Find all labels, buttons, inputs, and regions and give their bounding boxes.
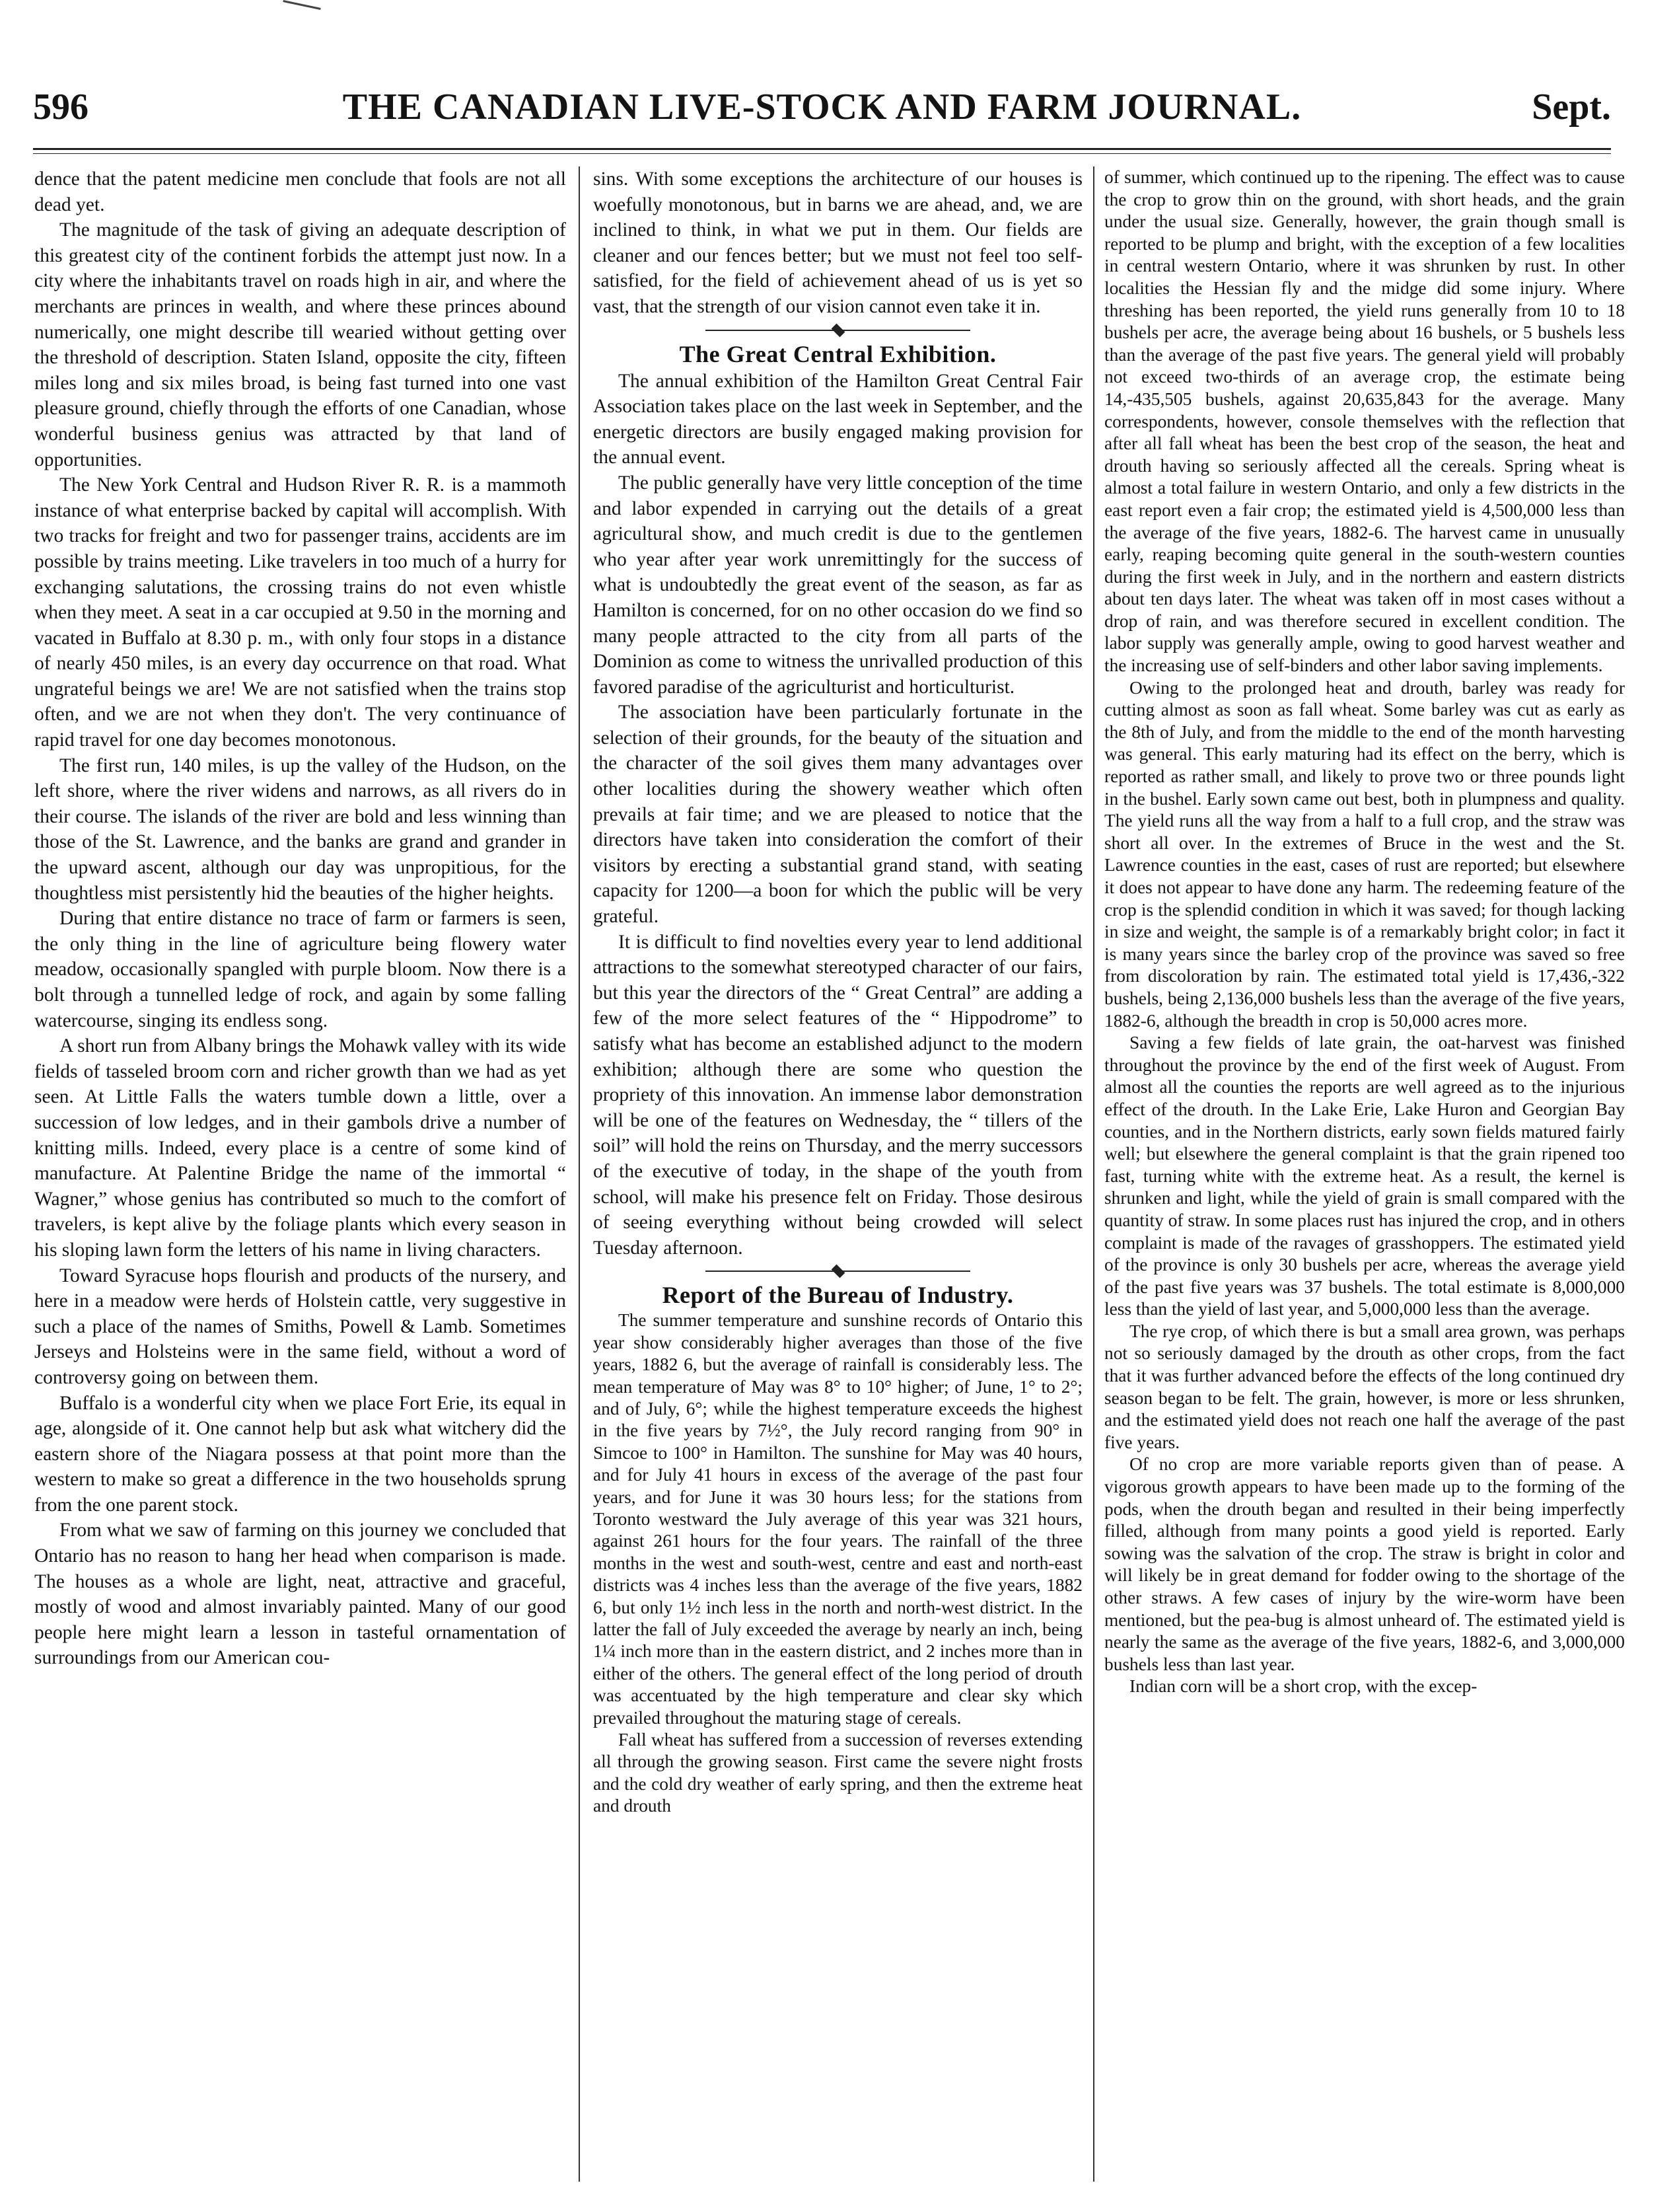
scan-mark xyxy=(283,0,320,10)
journal-title: THE CANADIAN LIVE-STOCK AND FARM JOURNAL. xyxy=(342,87,1302,128)
paragraph: A short run from Albany brings the Mohawk valley with its wide fields of tasseled broom corn and richer growth than we had as yet seen. At Little Falls the waters tumble down a little, over a succession of low ledges, and in their gambols drive a number of knitting mills. Indeed, every place is a centre of some kind of manufacture. At Palentine Bridge the name of the immortal “ Wagner,” whose genius has contributed so much to the comfort of travelers, is kept alive by the foliage plants which every season in his sloping lawn form the letters of his name in living characters. xyxy=(34,1035,566,1261)
paragraph: Toward Syracuse hops flourish and products of the nursery, and here in a meadow were herds of Holstein cattle, very suggestive in such a place of the names of Smiths, Powell & Lamb. Sometimes Jerseys and Holsteins were in the same field, without a word of controversy going on between them. xyxy=(34,1265,566,1388)
paragraph: Saving a few fields of late grain, the oat-harvest was finished throughout the province by the end of the first week of August. From almost all the counties the reports are well agreed as to the injurious effect of the drouth. In the Lake Erie, Lake Huron and Georgian Bay counties, and in the Northern districts, early sown fields matured fairly well; but elsewhere the general complaint is that the grain ripened too fast, turning white with the extreme heat. As a result, the kernel is shrunken and light, while the yield of grain is small compared with the quantity of straw. In some places rust has injured the crop, and in others complaint is made of the ravages of grasshoppers. The estimated yield of the province is only 30 bushels per acre, whereas the average yield of the past five years was 37 bushels. The total estimate is 8,000,000 less than the yield of last year, and 5,000,000 less than the average. xyxy=(1104,1033,1625,1319)
paragraph: dence that the patent medicine men conclude that fools are not all dead yet. xyxy=(34,168,566,215)
header-rule xyxy=(33,148,1611,150)
paragraph: Of no crop are more variable reports given than of pease. A vigorous growth appears to have been made up to the forming of the pods, when the drouth began and resulted in their being imperfectly filled, although from many points a good yield is reported. Early sowing was the salvation of the crop. The straw is bright in color and will likely be in great demand for fodder owing to the shortage of the other straws. A few cases of injury by the wire-worm have been mentioned, but the pea-bug is almost unheard of. The estimated yield is nearly the same as the average of the five years, 1882-6, and 3,000,000 bushels less than last year. xyxy=(1104,1454,1625,1674)
column-divider xyxy=(579,166,580,2182)
paragraph: of summer, which continued up to the ripening. The effect was to cause the crop to grow thin on the ground, with short heads, and the grain under the usual size. Generally, however, the grain though small is reported to be plump and bright, with the exception of a few localities in central western Ontario, where it was shrunken by rust. In other localities the Hessian fly and the midge did some injury. Where threshing has been reported, the yield runs generally from 10 to 18 bushels per acre, the average being about 16 bushels, or 5 bushels less than the average of the past five years. The general yield will probably not exceed two-thirds of an average crop, the estimate being 14,-435,505 bushels, against 20,635,843 for the average. Many correspondents, however, console themselves with the reflection that after all fall wheat has been the best crop of the season, the heat and drouth having so seriously affected all the cereals. Spring wheat is almost a total failure in western Ontario, and only a few districts in the east report even a fair crop; the estimated yield is 4,500,000 less than the average of the five years, 1882-6. The harvest came in unusually early, reaping becoming quite general in the south-western counties during the first week in July, and in the northern and eastern districts about ten days later. The wheat was taken off in most cases without a drop of rain, and was therefore secured in excellent condition. The labor supply was generally ample, owing to good harvest weather and the increasing use of self-binders and other labor saving implements. xyxy=(1104,167,1625,676)
paragraph: The magnitude of the task of giving an adequate description of this greatest city of the continent forbids the attempt just now. In a city where the inhabitants travel on roads high in air, and where the merchants are princes in wealth, and where these princes abound numerically, one might describe till wearied without getting over the threshold of description. Staten Island, opposite the city, fifteen miles long and six miles broad, is being fast turned into one vast pleasure ground, chiefly through the efforts of one Canadian, whose wonderful business genius was attracted by that land of opportunities. xyxy=(34,219,566,470)
column-divider xyxy=(1093,166,1094,2182)
header-rule-thin xyxy=(33,153,1611,154)
paragraph: From what we saw of farming on this journey we concluded that Ontario has no reason to hang her head when comparison is made. The houses as a whole are light, neat, attractive and graceful, mostly of wood and almost invariably painted. Many of our good people here might learn a lesson in tasteful ornamentation of surroundings from our American cou- xyxy=(34,1520,566,1669)
section-ornament xyxy=(593,1261,1083,1280)
paragraph: During that entire distance no trace of farm or farmers is seen, the only thing in the line of agriculture being flowery water meadow, occasionally spangled with purple bloom. Now there is a bolt through a tunnelled ledge of rock, and again by some falling watercourse, singing its endless song. xyxy=(34,908,566,1031)
paragraph: It is difficult to find novelties every year to lend additional attractions to the somewhat stereotyped character of our fairs, but this year the directors of the “ Great Central” are adding a few of the more select features of the “ Hippodrome” to satisfy what has become an established adjunct to the modern exhibition; although there are some who question the propriety of this innovation. An immense labor demonstration will be one of the features on Wednesday, the “ tillers of the soil” will hold the reins on Thursday, and the merry successors of the executive of today, in the shape of the youth from school, will make his presence felt on Friday. Those desirous of seeing everything without being crowded will select Tuesday afternoon. xyxy=(593,931,1083,1259)
section-ornament xyxy=(593,320,1083,340)
article-heading-exhibition: The Great Central Exhibition. xyxy=(679,340,997,367)
paragraph: The annual exhibition of the Hamilton Great Central Fair Association takes place on the last week in September, and the energetic directors are busily engaged making provision for the annual event. xyxy=(593,370,1083,468)
paragraph: Fall wheat has suffered from a succession of reverses extending all through the growing season. First came the severe night frosts and the cold dry weather of early spring, and then the extreme heat and drouth xyxy=(593,1730,1083,1816)
paragraph: The rye crop, of which there is but a small area grown, was perhaps not so seriously damaged by the drouth as other crops, from the fact that it was further advanced before the effects of the long continued dry season began to be felt. The grain, however, is more or less shrunken, and the estimated yield does not reach one half the average of the past five years. xyxy=(1104,1321,1625,1452)
paragraph: The association have been particularly fortunate in the selection of their grounds, for the beauty of the situation and the character of the soil gives them many advantages over other localities during the showery weather which often prevails at fair time; and we are pleased to notice that the directors have taken into consideration the comfort of their visitors by erecting a substantial grand stand, with seating capacity for 1200—a boon for which the public will be very grateful. xyxy=(593,702,1083,928)
paragraph: The New York Central and Hudson River R. R. is a mammoth instance of what enterprise backed by capital will accomplish. With two tracks for freight and two for passenger trains, accidents are im possible by trains meeting. Like travelers in too much of a hurry for exchanging salutations, the crossing trains do not even whistle when they meet. A seat in a car occupied at 9.50 in the morning and vacated in Buffalo at 8.30 p. m., with only four stops in a distance of nearly 450 miles, is an every day occurrence on that road. What ungrateful beings we are! We are not satisfied when the trains stop often, and we are not when they don't. The very continuance of rapid travel for one day becomes monotonous. xyxy=(34,474,566,751)
paragraph: The summer temperature and sunshine records of Ontario this year show considerably higher averages than those of the five years, 1882 6, but the average of rainfall is considerably less. The mean temperature of May was 8° to 10° higher; of June, 1° to 2°; and of July, 6°; while the highest temperature exceeds the highest in the five years by 7½°, the July record ranging from 90° in Simcoe to 100° in Hamilton. The sunshine for May was 40 hours, and for July 41 hours in excess of the average of the past four years, and for June it was 30 hours less; for the stations from Toronto westward the July average of this year was 321 hours, against 261 hours for the four years. The rainfall of the three months in the west and south-west, centre and east and north-east districts was 4 inches less than the average of the five years, 1882 6, but only 1½ inch less in the north and north-west district. In the latter the fall of July exceeded the average by nearly an inch, being 1¼ inch more than in the eastern district, and 2 inches more than in either of the others. The general effect of the long period of drouth was accentuated by the high temperature and clear sky which prevailed throughout the maturing stage of cereals. xyxy=(593,1310,1083,1728)
paragraph: Owing to the prolonged heat and drouth, barley was ready for cutting almost as soon as fall wheat. Some barley was cut as early as the 8th of July, and from the middle to the end of the month harvesting was general. This early maturing had its effect on the berry, which is reported as rather small, and likely to prove two or three pounds light in the bushel. Early sown came out best, both in plumpness and quality. The yield runs all the way from a half to a full crop, and the straw was short all over. In the extremes of Bruce in the west and the St. Lawrence counties in the east, cases of rust are reported; but elsewhere it does not appear to have done any harm. The redeeming feature of the crop is the splendid condition in which it was saved; for though lacking in size and weight, the sample is of a remarkably bright color; in fact it is many years since the barley crop of the province was saved so free from discoloration by rain. The estimated total yield is 17,436,-322 bushels, being 2,136,000 bushels less than the average of the five years, 1882-6, although the breadth in crop is 50,000 acres more. xyxy=(1104,677,1625,1031)
paragraph: sins. With some exceptions the architecture of our houses is woefully monotonous, but in barns we are ahead, and, we are inclined to think, in what we put in them. Our fields are cleaner and our fences better; but we must not feel too self-satisfied, for the field of achievement ahead of us is yet so vast, that the strength of our vision cannot even take it in. xyxy=(593,168,1083,317)
page-number: 596 xyxy=(33,87,89,128)
paragraph: The first run, 140 miles, is up the valley of the Hudson, on the left shore, where the river widens and narrows, as all rivers do in their course. The islands of the river are bold and less winning than those of the St. Lawrence, and the banks are grand and grander in the upward ascent, although our day was unpropitious, for the thoughtless mist persistently hid the beauties of the higher heights. xyxy=(34,755,566,904)
column-middle xyxy=(593,166,1083,1818)
column-left xyxy=(34,166,566,1671)
issue-month: Sept. xyxy=(1532,87,1611,128)
column-right xyxy=(1104,166,1625,1698)
paragraph: The public generally have very little conception of the time and labor expended in carrying out the details of a great agricultural show, and much credit is due to the gentlemen who year after year work unremittingly for the success of what is undoubtedly the great event of the season, as far as Hamilton is concerned, for on no other occasion do we find so many people attracted to the city from all parts of the Dominion as come to witness the unrivalled production of this favored paradise of the agriculturist and horticulturist. xyxy=(593,472,1083,698)
article-heading-bureau: Report of the Bureau of Industry. xyxy=(662,1282,1014,1309)
page-header xyxy=(33,86,1611,139)
paragraph: Buffalo is a wonderful city when we place Fort Erie, its equal in age, alongside of it. One cannot help but ask what witchery did the eastern shore of the Niagara possess at that point more than the western to make so great a difference in the two households sprung from the one parent stock. xyxy=(34,1392,566,1516)
paragraph: Indian corn will be a short crop, with the excep- xyxy=(1129,1676,1478,1697)
